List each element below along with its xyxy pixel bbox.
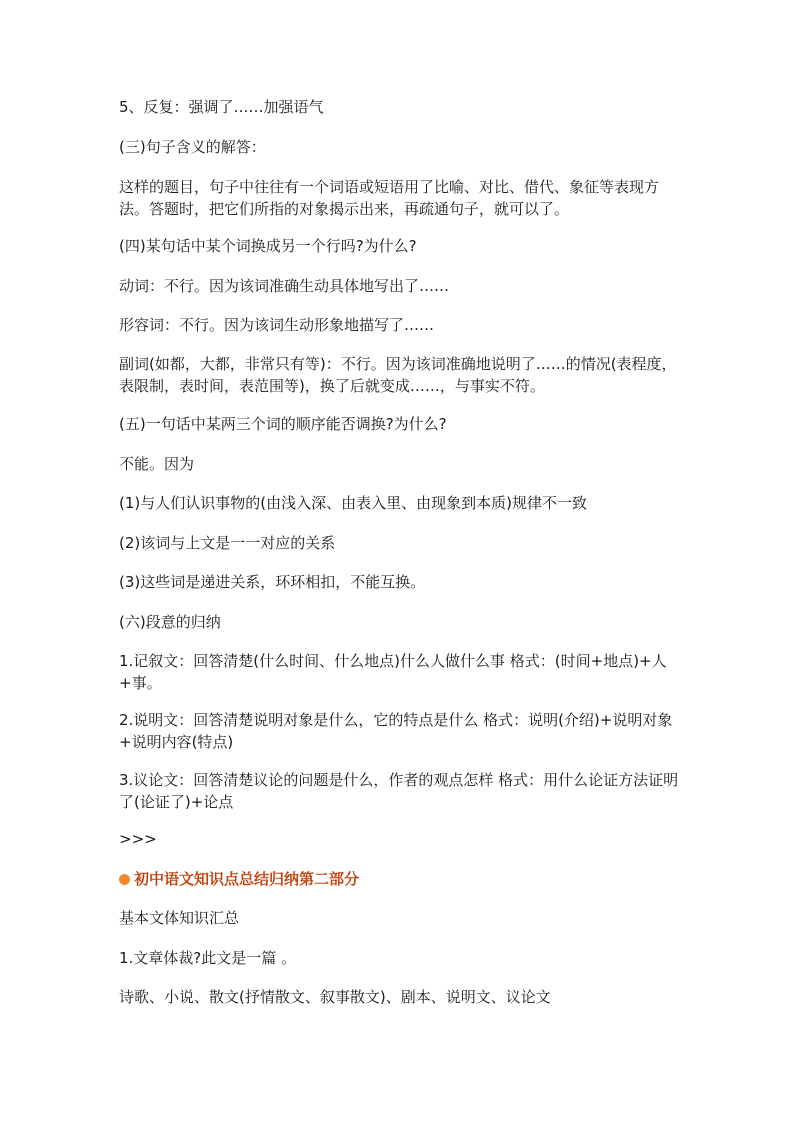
heading-paragraph-summary: (六)段意的归纳: [119, 613, 221, 631]
heading-word-replace: (四)某句话中某个词换成另一个行吗?为什么?: [119, 237, 417, 255]
paragraph-cannot: 不能。因为: [119, 455, 195, 473]
paragraph-adjective: 形容词：不行。因为该词生动形象地描写了……: [119, 316, 435, 334]
list-item-1: (1)与人们认识事物的(由浅入深、由表入里、由现象到本质)规律不一致: [119, 494, 587, 512]
paragraph-argumentative: 3.议论文：回答清楚议论的问题是什么，作者的观点怎样 格式：用什么论证方法证明了(论证了)+论点: [119, 771, 679, 811]
paragraph-repetition: 5、反复：强调了……加强语气: [119, 98, 324, 116]
heading-word-order: (五)一句话中某两三个词的顺序能否调换?为什么?: [119, 415, 447, 433]
paragraph-genre-question: 1.文章体裁?此文是一篇 。: [119, 949, 297, 967]
paragraph-sentence-meaning: 这样的题目，句子中往往有一个词语或短语用了比喻、对比、借代、象征等表现方法。答题时，把它们所指的对象揭示出来，再疏通句子，就可以了。: [119, 178, 660, 218]
list-item-3: (3)这些词是递进关系，环环相扣，不能互换。: [119, 573, 426, 591]
section-heading: [119, 868, 359, 890]
bullet-icon: [119, 874, 130, 885]
paragraph-adverb: 副词(如都，大都，非常只有等)：不行。因为该词准确地说明了……的情况(表程度，表限制，表时间，表范围等)，换了后就变成……，与事实不符。: [119, 355, 677, 395]
section-heading-text: 初中语文知识点总结归纳第二部分: [134, 870, 360, 888]
paragraph-genre-summary: 基本文体知识汇总: [119, 909, 240, 927]
paragraph-genre-list: 诗歌、小说、散文(抒情散文、叙事散文)、剧本、说明文、议论文: [119, 988, 551, 1006]
paragraph-verb: 动词：不行。因为该词准确生动具体地写出了……: [119, 277, 450, 295]
paragraph-narrative: 1.记叙文：回答清楚(什么时间、什么地点)什么人做什么事 格式：(时间+地点)+人+事。: [119, 652, 667, 692]
paragraph-expository: 2.说明文：回答清楚说明对象是什么，它的特点是什么 格式：说明(介绍)+说明对象+说明内容(特点): [119, 711, 673, 751]
heading-sentence-meaning: (三)句子含义的解答：: [119, 138, 266, 156]
more-link[interactable]: >>>: [119, 830, 157, 848]
list-item-2: (2)该词与上文是一一对应的关系: [119, 534, 336, 552]
